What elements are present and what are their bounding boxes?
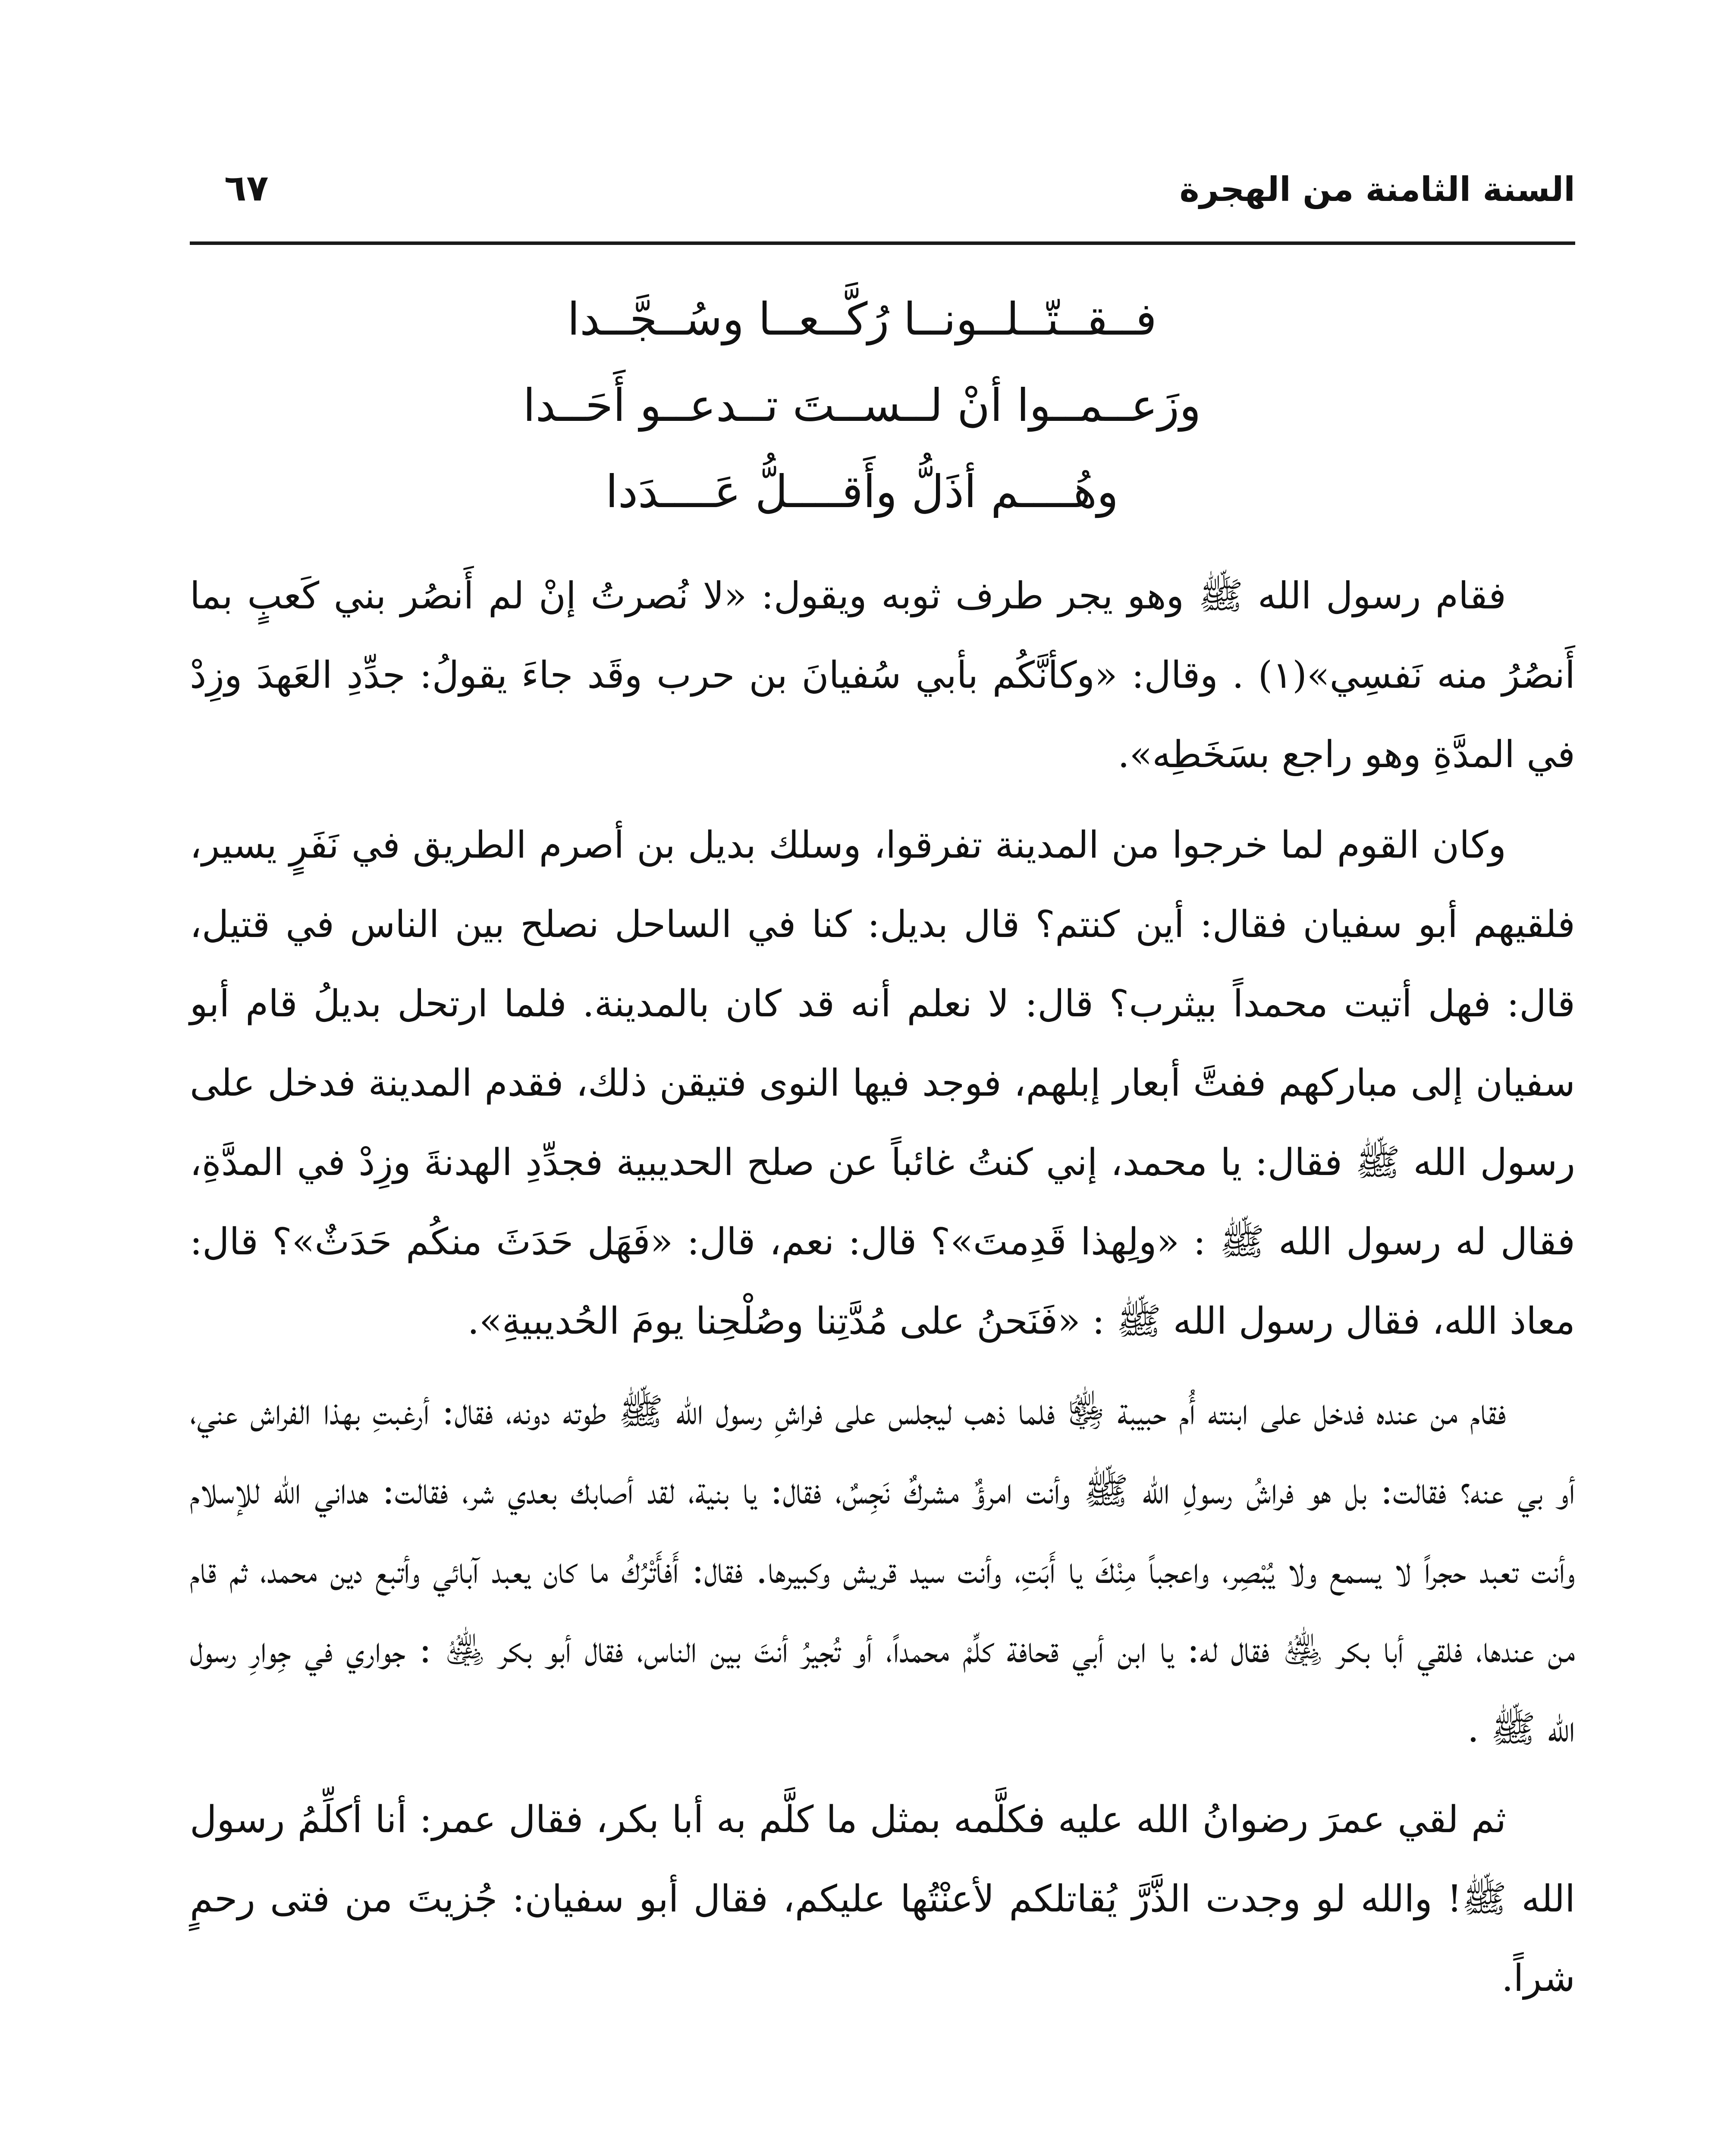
- page-number: ٦٧: [224, 167, 269, 209]
- poem-verse-3: وهُــــم أذَلُّ وأَقــــلُّ عَــــدَدا: [605, 465, 1119, 518]
- main-text: [190, 556, 1575, 2029]
- paragraph-4: ثم لقي عمرَ رضوانُ الله عليه فكلَّمه بمثل ما كلَّم به أبا بكر، فقال عمر: أنا أكلِّمُ رسول الله ﷺ! والله لو وجدت الذَّرَّ يُقاتلكم لأعنْتُها عليكم، فقال أبو سفيان: جُزيتَ من فتى رحمٍ شراً.: [190, 1798, 1575, 2000]
- running-title: السنة الثامنة من الهجرة: [1179, 170, 1575, 209]
- poem-verse-1: فــقــتّــلــونــا رُكَّــعــا وسُــجَّــدا: [567, 293, 1157, 345]
- poem-block: [496, 276, 1228, 535]
- paragraph-2: وكان القوم لما خرجوا من المدينة تفرقوا، وسلك بديل بن أصرم الطريق في نَفَرٍ يسير، فلقيهم أبو سفيان فقال: أين كنتم؟ قال بديل: كنا في الساحل نصلح بين الناس في قتيل، قال: فهل أتيت محمداً بيثرب؟ قال: لا نعلم أنه قد كان بالمدينة. فلما ارتحل بديلُ قام أبو سفيان إلى مباركهم ففتَّ أبعار إبلهم، فوجد فيها النوى فتيقن ذلك، فقدم المدينة فدخل على رسول الله ﷺ فقال: يا محمد، إني كنتُ غائباً عن صلح الحديبية فجدِّدِ الهدنةَ وزِدْ في المدَّةِ، فقال له رسول الله ﷺ : «ولِهذا قَدِمتَ»؟ قال: نعم، قال: «فَهَل حَدَثَ منكُم حَدَثٌ»؟ قال: معاذ الله، فقال رسول الله ﷺ : «فَنَحنُ على مُدَّتِنا وصُلْحِنا يومَ الحُديبيةِ».: [190, 824, 1575, 1343]
- paragraph-1: فقام رسول الله ﷺ وهو يجر طرف ثوبه ويقول: «لا نُصرتُ إنْ لم أَنصُر بني كَعبٍ بما أَنصُرُ منه نَفسِي»(١) . وقال: «وكأنَّكُم بأبي سُفيانَ بن حرب وقَد جاءَ يقولُ: جدِّدِ العَهدَ وزِدْ في المدَّةِ وهو راجع بسَخَطِه».: [190, 574, 1575, 776]
- page-header: [190, 160, 1575, 224]
- paragraph-3: فقام من عنده فدخل على ابنته أُم حبيبة ﵂ فلما ذهب ليجلس على فراشِ رسول الله ﷺ طوته دونه، فقال: أرغبتِ بهذا الفراش عني، أو بي عنه؟ فقالت: بل هو فراشُ رسولِ الله ﷺ وأنت امرؤٌ مشركٌ نَجِسٌ، فقال: يا بنية، لقد أصابك بعدي شر، فقالت: هداني الله للإسلام وأنت تعبد حجراً لا يسمع ولا يُبْصِر، واعجباً مِنْكَ يا أَبَتِ، وأنت سيد قريش وكبيرها. فقال: أَفأَتْرُكُ ما كان يعبد آبائي وأتبع دين محمد، ثم قام من عندها، فلقي أبا بكر ﵁ فقال له: يا ابن أبي قحافة كلِّمْ محمداً، أو تُجيرُ أنتَ بين الناس، فقال أبو بكر ﵁ : جواري في جِوارِ رسول الله ﷺ .: [190, 1390, 1575, 1751]
- header-rule: [190, 241, 1575, 245]
- poem-verse-2: وزَعــمــوا أنْ لــســتَ تــدعــو أَحَــدا: [523, 379, 1201, 432]
